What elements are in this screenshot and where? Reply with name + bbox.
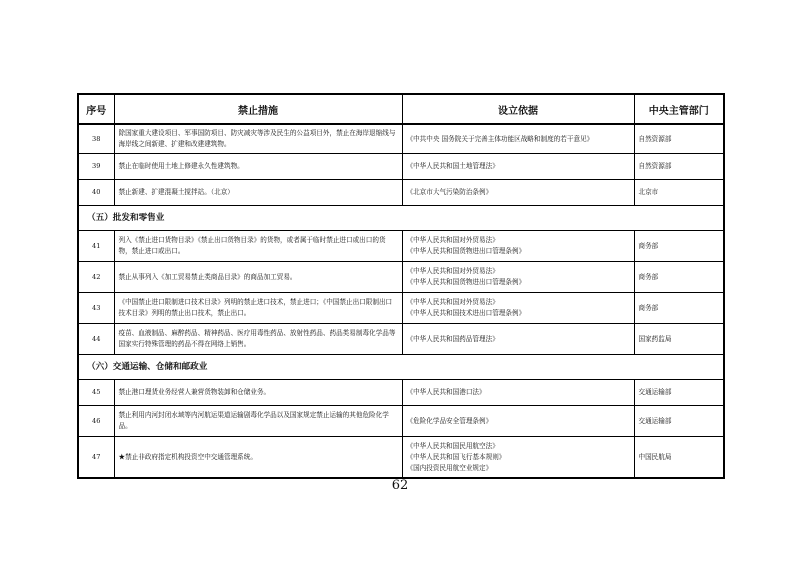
row-basis [402,262,634,293]
table-row [78,231,724,262]
row-basis [402,293,634,324]
row-dept: 自然资源部 [634,154,724,180]
section-row [78,355,724,380]
document-sheet [77,93,723,479]
row-dept: 商务部 [634,262,724,293]
table-row [78,406,724,437]
row-dept: 自然资源部 [634,124,724,154]
row-basis [402,380,634,406]
section-title: （五）批发和零售业 [78,206,724,231]
basis-line: 《北京市大气污染防治条例》 [406,188,493,196]
row-no: 39 [78,154,114,180]
row-basis [402,154,634,180]
header-basis: 设立依据 [402,94,634,124]
header-no: 序号 [78,94,114,124]
row-no: 43 [78,293,114,324]
basis-line: 《中华人民共和国民用航空法》 [406,441,499,450]
page-number: 62 [391,478,409,493]
basis-line: 《中华人民共和国对外贸易法》 [406,298,499,306]
row-dept: 北京市 [634,180,724,206]
basis-line: 《中华人民共和国对外贸易法》 [406,236,499,244]
row-no: 38 [78,124,114,154]
prohibition-measures-table [77,93,725,479]
row-measure: 禁止港口理货业务经营人兼营货物装卸和仓储业务。 [114,380,402,406]
basis-line: 《中华人民共和国技术进出口管理条例》 [406,309,526,317]
row-measure: ★禁止非政府指定机构投资空中交通管理系统。 [114,437,402,479]
table-row [78,437,724,479]
table-row [78,293,724,324]
row-basis [402,406,634,437]
table-row [78,124,724,154]
row-measure: 疫苗、血液制品、麻醉药品、精神药品、医疗用毒性药品、放射性药品、药品类易制毒化学品等国家实行特殊管理的药品不得在网络上销售。 [114,324,402,355]
header-measure: 禁止措施 [114,94,402,124]
table-row [78,180,724,206]
section-title: （六）交通运输、仓储和邮政业 [78,355,724,380]
basis-line: 《中华人民共和国货物进出口管理条例》 [406,247,526,255]
row-measure: 禁止在临时使用土地上修建永久性建筑物。 [114,154,402,180]
row-no: 45 [78,380,114,406]
row-dept: 交通运输部 [634,380,724,406]
basis-line: 《中华人民共和国药品管理法》 [406,334,499,343]
section-row [78,206,724,231]
row-measure: 《中国禁止进口限制进口技术目录》列明的禁止进口技术，禁止进口；《中国禁止出口限制出口技术目录》列明的禁止出口技术，禁止出口。 [114,293,402,324]
row-basis [402,231,634,262]
basis-line: 《中华人民共和国港口法》 [406,388,486,396]
basis-line: 《中华人民共和国飞行基本规则》 [406,452,506,461]
row-dept: 交通运输部 [634,406,724,437]
row-no: 42 [78,262,114,293]
row-basis [402,180,634,206]
row-measure: 除国家重大建设项目、军事国防项目、防灾减灾等涉及民生的公益项目外，禁止在海岸退缩线与海岸线之间新建、扩建和改建建筑物。 [114,124,402,154]
row-dept: 商务部 [634,231,724,262]
basis-line: 《中华人民共和国土地管理法》 [406,162,499,170]
basis-line: 《中共中央 国务院关于完善主体功能区战略和制度的若干意见》 [406,134,594,143]
row-no: 46 [78,406,114,437]
row-dept: 中国民航局 [634,437,724,479]
table-row [78,154,724,180]
row-no: 41 [78,231,114,262]
row-dept: 商务部 [634,293,724,324]
basis-line: 《中华人民共和国对外贸易法》 [406,267,499,275]
row-basis [402,437,634,479]
row-no: 40 [78,180,114,206]
header-dept: 中央主管部门 [634,94,724,124]
row-no: 44 [78,324,114,355]
table-header-row [78,94,724,124]
row-basis [402,324,634,355]
basis-line: 《危险化学品安全管理条例》 [406,416,493,425]
row-no: 47 [78,437,114,479]
row-measure: 列入《禁止进口货物目录》《禁止出口货物目录》的货物，或者属于临时禁止进口或出口的货物，禁止进口或出口。 [114,231,402,262]
row-dept: 国家药监局 [634,324,724,355]
table-row [78,262,724,293]
row-measure: 禁止利用内河封闭水域等内河航运渠道运输剧毒化学品以及国家规定禁止运输的其他危险化学品。 [114,406,402,437]
row-basis [402,124,634,154]
row-measure: 禁止从事列入《加工贸易禁止类商品目录》的商品加工贸易。 [114,262,402,293]
row-measure: 禁止新建、扩建混凝土搅拌站。（北京） [114,180,402,206]
table-row [78,380,724,406]
table-row [78,324,724,355]
basis-line: 《中华人民共和国货物进出口管理条例》 [406,278,526,286]
basis-line: 《国内投资民用航空业规定》 [406,463,493,472]
